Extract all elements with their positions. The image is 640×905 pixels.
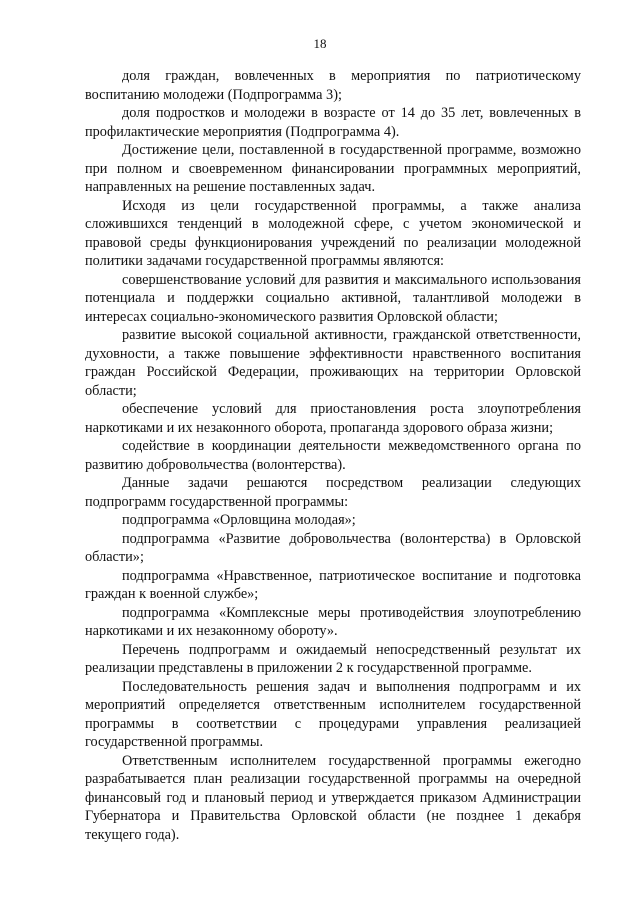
paragraph: Достижение цели, поставленной в государственной программе, возможно при полном и своевременном финансировании программных мероприятий, направленных на решение поставленных задач. (85, 142, 581, 195)
paragraph: Последовательность решения задач и выполнения подпрограмм и их мероприятий определяется ответственным исполнителем государственной программы в соответствии с процедурами управления реализацией государственной программы. (85, 678, 581, 750)
paragraph: Исходя из цели государственной программы, а также анализа сложившихся тенденций в молодежной сфере, с учетом экономической и правовой среды функционирования учреждений по реализации молодежной политики задачами государственной программы являются: (85, 197, 581, 269)
document-body (85, 67, 581, 844)
paragraph: развитие высокой социальной активности, гражданской ответственности, духовности, а также повышение эффективности нравственного воспитания граждан Российской Федерации, проживающих на территории Орловской области; (85, 327, 581, 399)
paragraph: подпрограмма «Комплексные меры противодействия злоупотреблению наркотиками и их незаконному обороту». (85, 604, 581, 639)
paragraph: Ответственным исполнителем государственной программы ежегодно разрабатывается план реализации государственной программы на очередной финансовый год и плановый период и утверждается приказом Администрации Губернатора и Правительства Орловской области (не позднее 1 декабря текущего года). (85, 752, 581, 843)
paragraph: обеспечение условий для приостановления роста злоупотребления наркотиками и их незаконного оборота, пропаганда здорового образа жизни; (85, 401, 581, 436)
paragraph: доля граждан, вовлеченных в мероприятия по патриотическому воспитанию молодежи (Подпрограмма 3); (85, 68, 581, 103)
paragraph: содействие в координации деятельности межведомственного органа по развитию добровольчества (волонтерства). (85, 438, 581, 473)
page-number: 18 (313, 36, 327, 51)
paragraph: Данные задачи решаются посредством реализации следующих подпрограмм государственной программы: (85, 475, 581, 510)
paragraph: совершенствование условий для развития и максимального использования потенциала и поддержки социально активной, талантливой молодежи в интересах социально-экономического развития Орловской области; (85, 271, 581, 325)
paragraph: подпрограмма «Орловщина молодая»; (122, 512, 356, 528)
paragraph: Перечень подпрограмм и ожидаемый непосредственный результат их реализации представлены в приложении 2 к государственной программе. (85, 641, 581, 676)
paragraph: подпрограмма «Нравственное, патриотическое воспитание и подготовка граждан к военной службе»; (85, 567, 581, 602)
paragraph: подпрограмма «Развитие добровольчества (волонтерства) в Орловской области»; (85, 530, 581, 565)
paragraph: доля подростков и молодежи в возрасте от 14 до 35 лет, вовлеченных в профилактические мероприятия (Подпрограмма 4). (85, 105, 581, 140)
